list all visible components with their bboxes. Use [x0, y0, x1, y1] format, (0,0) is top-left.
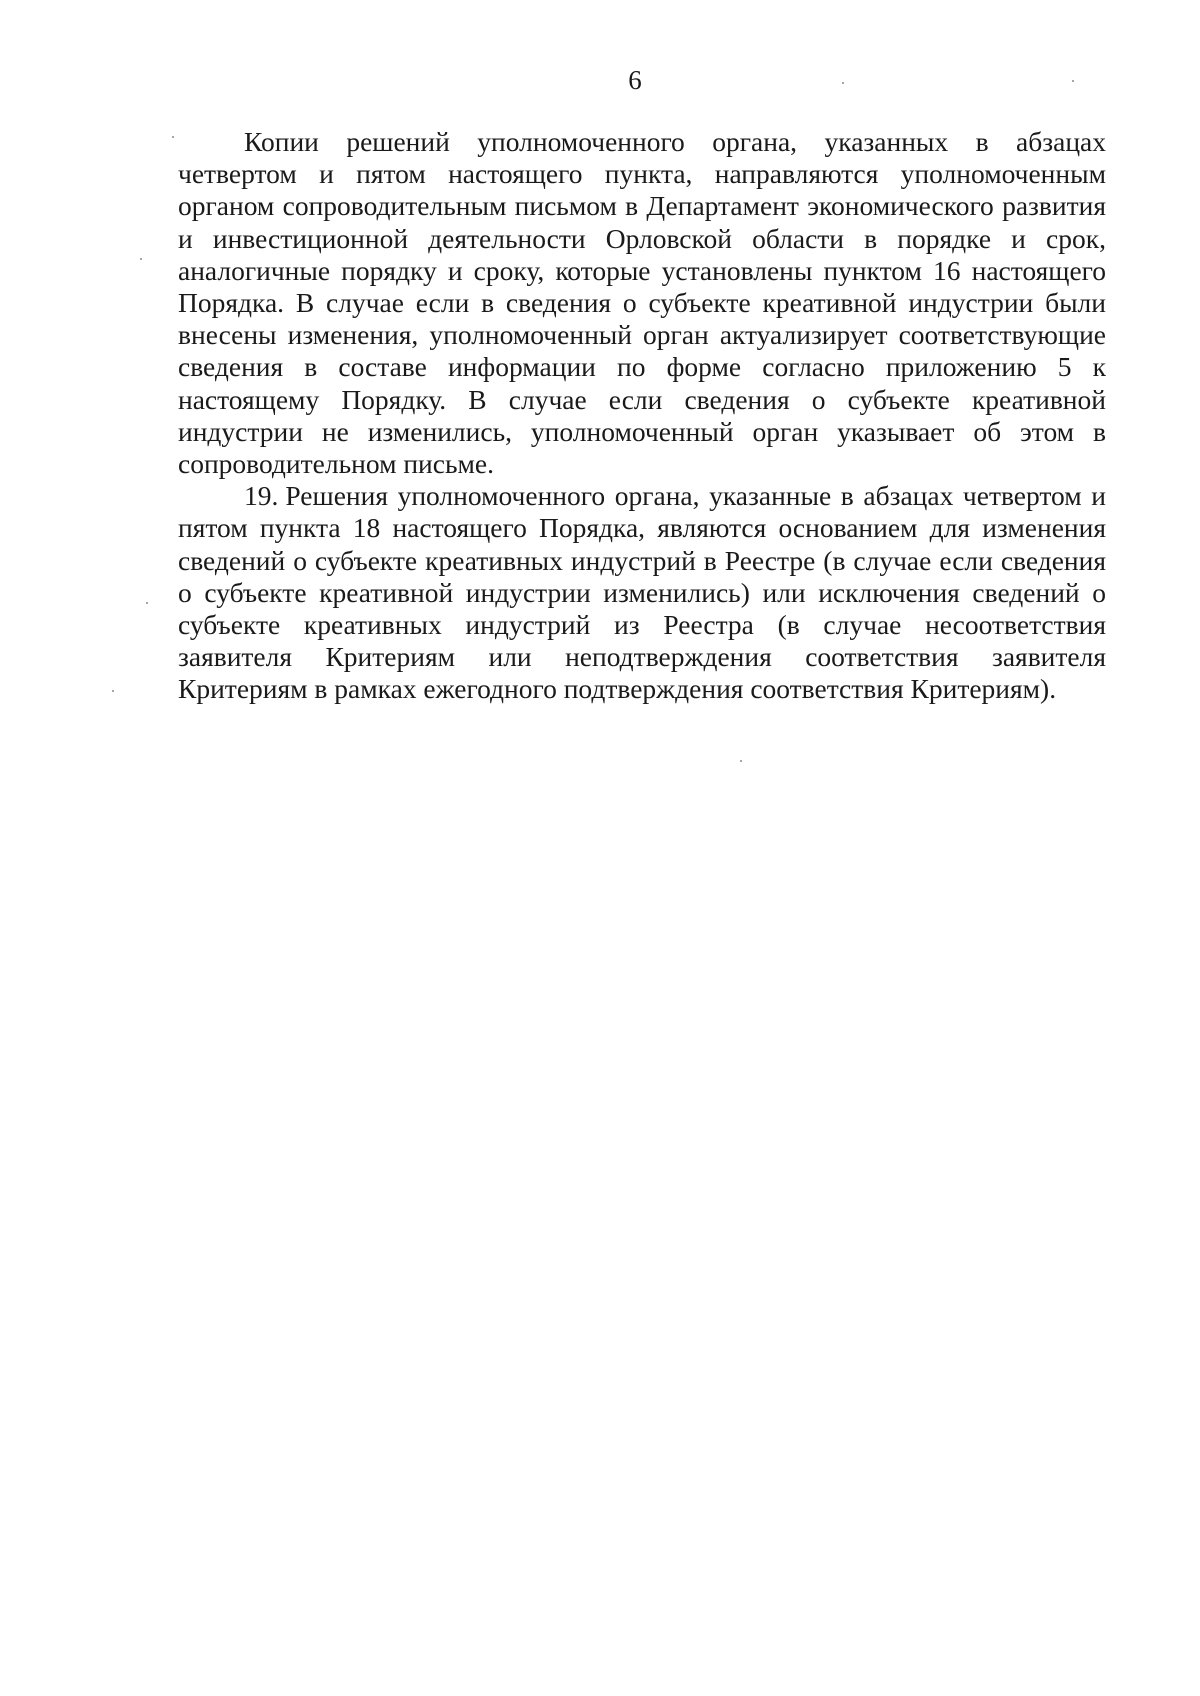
scan-speck: [172, 136, 174, 138]
scan-speck: [112, 690, 114, 692]
paragraph-copies-of-decisions: [178, 126, 1106, 480]
paragraph-text: Копии решений уполномоченного органа, указанных в абзацах четвертом и пятом настоящего пункта, направляются уполномоченным органом сопроводительным письмом в Департамент экономического развития и инвестиционной деятельности Орловской области в порядке и срок, аналогичные порядку и сроку, которые установлены пунктом 16 настоящего Порядка. В случае если в сведения о субъекте креативной индустрии были внесены изменения, уполномоченный орган актуализирует соответствующие сведения в составе информации по форме согласно приложению 5 к настоящему Порядку. В случае если сведения о субъекте креативной индустрии не изменились, уполномоченный орган указывает об этом в сопроводительном письме.: [178, 126, 1106, 480]
scan-speck: [146, 602, 148, 604]
paragraph-number: 19.: [244, 480, 279, 512]
scan-speck: [140, 258, 142, 260]
scan-speck: [740, 760, 742, 762]
scan-speck: [842, 82, 844, 84]
page-number: 6: [628, 65, 642, 95]
document-body: [178, 126, 1106, 706]
scan-speck: [1072, 80, 1074, 82]
paragraph-19: [178, 480, 1106, 705]
paragraph-text: Решения уполномоченного органа, указанные в абзацах четвертом и пятом пункта 18 настоящего Порядка, являются основанием для изменения сведений о субъекте креативных индустрий в Реестре (в случае если сведения о субъекте креативной индустрии изменились) или исключения сведений о субъекте креативных индустрий из Реестра (в случае несоответствия заявителя Критериям или неподтверждения соответствия заявителя Критериям в рамках ежегодного подтверждения соответствия Критериям).: [178, 480, 1106, 705]
